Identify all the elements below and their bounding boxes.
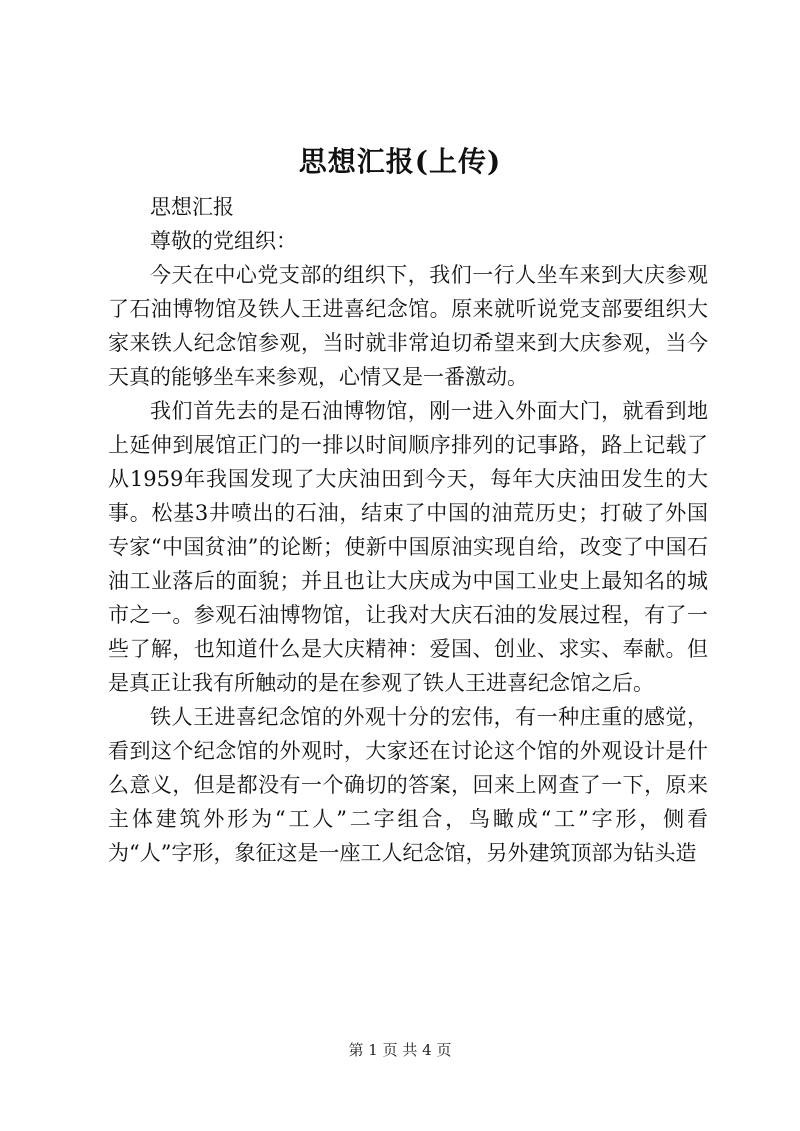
paragraph-heading: 思想汇报	[150, 195, 234, 219]
paragraph-salutation: 尊敬的党组织：	[150, 229, 297, 253]
page-number-footer: 第 1 页 共 4 页	[348, 1041, 452, 1059]
paragraph: 铁人王进喜纪念馆的外观十分的宏伟，有一种庄重的感觉，看到这个纪念馆的外观时，大家还在讨论这个馆的外观设计是什么意义，但是都没有一个确切的答案，回来上网查了一下，原来主体建筑外形为“工人”二字组合，鸟瞰成“工”字形，侧看为“人”字形，象征这是一座工人纪念馆，另外建筑顶部为钻头造	[108, 705, 708, 865]
page-title: 思想汇报(上传)	[298, 145, 502, 178]
paragraph: 今天在中心党支部的组织下，我们一行人坐车来到大庆参观了石油博物馆及铁人王进喜纪念馆。原来就听说党支部要组织大家来铁人纪念馆参观，当时就非常迫切希望来到大庆参观，当今天真的能够坐车来参观，心情又是一番激动。	[108, 263, 708, 389]
document-body	[108, 190, 708, 870]
paragraph: 我们首先去的是石油博物馆，刚一进入外面大门，就看到地上延伸到展馆正门的一排以时间顺序排列的记事路，路上记载了从1959年我国发现了大庆油田到今天，每年大庆油田发生的大事。松基3井喷出的石油，结束了中国的油荒历史；打破了外国专家“中国贫油”的论断；使新中国原油实现自给，改变了中国石油工业落后的面貌；并且也让大庆成为中国工业史上最知名的城市之一。参观石油博物馆，让我对大庆石油的发展过程，有了一些了解，也知道什么是大庆精神：爱国、创业、求实、奉献。但是真正让我有所触动的是在参观了铁人王进喜纪念馆之后。	[108, 399, 708, 695]
